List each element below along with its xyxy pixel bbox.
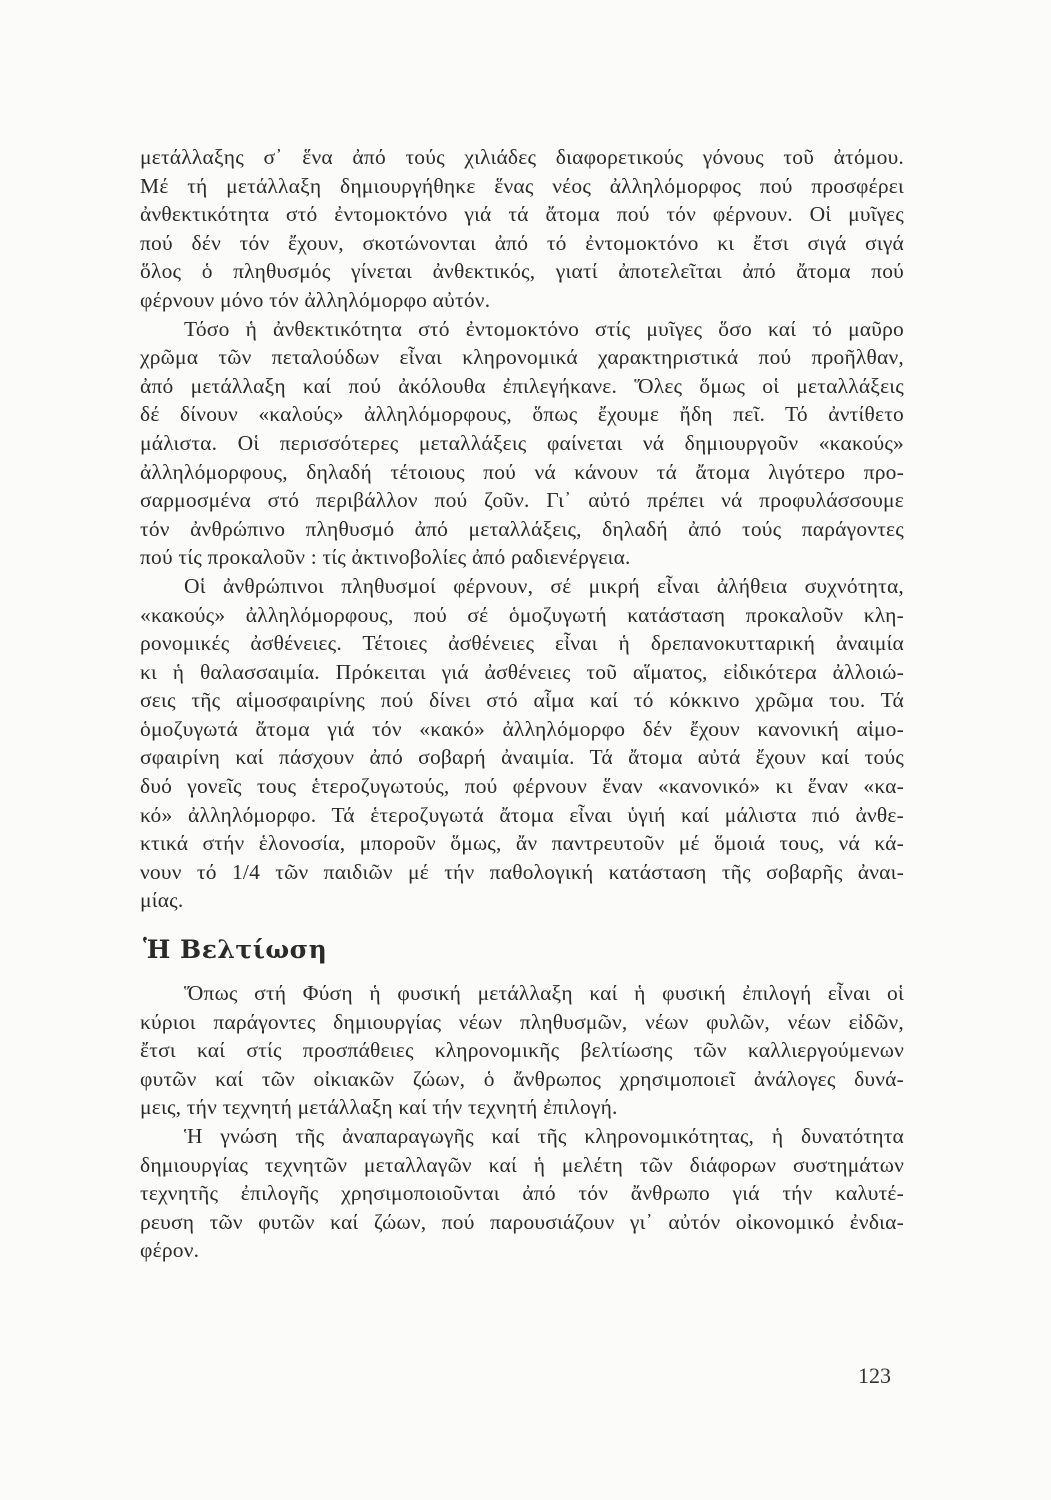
text-line: χρῶμα τῶν πεταλούδων εἶναι κληρονομικά χαρακτηριστικά πού προῆλθαν, [140,345,904,370]
text-line: «κακούς» ἀλληλόμορφους, πού σέ ὁμοζυγωτή κατάσταση προκαλοῦν κλη- [140,602,904,627]
text-line: πού τίς προκαλοῦν : τίς ἀκτινοβολίες ἀπό ραδιενέργεια. [140,545,631,570]
text-line: κτικά στήν ἑλονοσία, μποροῦν ὅμως, ἄν παντρευτοῦν μέ ὅμοιά τους, νά κά- [140,831,904,856]
text-line: μετάλλαξης σ᾽ ἕνα ἀπό τούς χιλιάδες διαφορετικούς γόνους τοῦ ἀτόμου. [140,145,904,169]
text-line: ὅλος ὁ πληθυσμός γίνεται ἀνθεκτικός, γιατί ἀποτελεῖται ἀπό ἄτομα πού [140,259,904,284]
text-line: Τόσο ἡ ἀνθεκτικότητα στό ἐντομοκτόνο στίς μυῖγες ὅσο καί τό μαῦρο [184,316,904,341]
text-line: ἀλληλόμορφους, δηλαδή τέτοιους πού νά κάνουν τά ἄτομα λιγότερο προ- [140,459,904,484]
text-line: κύριοι παράγοντες δημιουργίας νέων πληθυσμῶν, νέων φυλῶν, νέων εἰδῶν, [140,1009,904,1034]
text-line: Οἱ ἀνθρώπινοι πληθυσμοί φέρνουν, σέ μικρή εἶναι ἀλήθεια συχνότητα, [184,573,904,598]
text-line: τόν ἀνθρώπινο πληθυσμό ἀπό μεταλλάξεις, δηλαδή ἀπό τούς παράγοντες [140,516,904,541]
text-line: φέρνουν μόνο τόν ἀλληλόμορφο αὐτόν. [140,287,491,312]
paragraph [140,979,904,1122]
text-line: δέ δίνουν «καλούς» ἀλληλόμορφους, ὅπως ἔχουμε ἤδη πεῖ. Τό ἀντίθετο [140,402,904,427]
paragraph [140,572,904,915]
text-line: ἀνθεκτικότητα στό ἐντομοκτόνο γιά τά ἄτομα πού τόν φέρνουν. Οἱ μυῖγες [140,202,904,227]
text-line: σαρμοσμένα στό περιβάλλον πού ζοῦν. Γι᾽ αὐτό πρέπει νά προφυλάσσουμε [140,488,904,513]
text-line: σφαιρίνη καί πάσχουν ἀπό σοβαρή ἀναιμία. Τά ἄτομα αὐτά ἔχουν καί τούς [140,745,904,770]
text-line: δημιουργίας τεχνητῶν μεταλλαγῶν καί ἡ μελέτη τῶν διάφορων συστημάτων [140,1152,904,1177]
text-line: Μέ τή μετάλλαξη δημιουργήθηκε ἕνας νέος ἀλληλόμορφος πού προσφέρει [140,173,904,198]
text-line: φυτῶν καί τῶν οἰκιακῶν ζώων, ὁ ἄνθρωπος χρησιμοποιεῖ ἀνάλογες δυνά- [140,1066,904,1091]
text-line: ρευση τῶν φυτῶν καί ζώων, πού παρουσιάζουν γι᾽ αὐτόν οἰκονομικό ἐνδια- [140,1209,904,1234]
section-after-heading [140,979,904,1265]
text-line: κι ἡ θαλασσαιμία. Πρόκειται γιά ἀσθένειες τοῦ αἵματος, εἰδικότερα ἀλλοιώ- [140,659,904,684]
page-body [140,143,904,1265]
text-line: ὁμοζυγωτά ἄτομα γιά τόν «κακό» ἀλληλόμορφο δέν ἔχουν κανονική αἱμο- [140,716,904,741]
section-before-heading [140,143,904,915]
text-line: Ἡ γνώση τῆς ἀναπαραγωγῆς καί τῆς κληρονομικότητας, ἡ δυνατότητα [184,1124,904,1148]
text-line: τεχνητῆς ἐπιλογῆς χρησιμοποιοῦνται ἀπό τόν ἄνθρωπο γιά τήν καλυτέ- [140,1181,904,1206]
text-line: φέρον. [140,1238,200,1263]
text-line: κό» ἀλληλόμορφο. Τά ἑτεροζυγωτά ἄτομα εἶναι ὑγιή καί μάλιστα πιό ἀνθε- [140,802,904,827]
text-line: νουν τό 1/4 τῶν παιδιῶν μέ τήν παθολογική κατάσταση τῆς σοβαρῆς ἀναι- [140,859,904,884]
text-line: ἔτσι καί στίς προσπάθειες κληρονομικῆς βελτίωσης τῶν καλλιεργούμενων [140,1038,904,1063]
text-line: πού δέν τόν ἔχουν, σκοτώνονται ἀπό τό ἐντομοκτόνο κι ἔτσι σιγά σιγά [140,230,904,255]
paragraph [140,143,904,315]
text-line: Ὅπως στή Φύση ἡ φυσική μετάλλαξη καί ἡ φυσική ἐπιλογή εἶναι οἱ [184,981,904,1006]
text-line: δυό γονεῖς τους ἑτεροζυγωτούς, πού φέρνουν ἕναν «κανονικό» κι ἕναν «κα- [140,774,904,799]
text-line: ἀπό μετάλλαξη καί πού ἀκόλουθα ἐπιλεγήκανε. Ὅλες ὅμως οἱ μεταλλάξεις [140,373,904,398]
text-line: μεις, τήν τεχνητή μετάλλαξη καί τήν τεχνητή ἐπιλογή. [140,1095,618,1120]
text-line: ρονομικές ἀσθένειες. Τέτοιες ἀσθένειες εἶναι ἡ δρεπανοκυτταρική ἀναιμία [140,631,904,656]
text-line: σεις τῆς αἱμοσφαιρίνης πού δίνει στό αἷμα καί τό κόκκινο χρῶμα του. Τά [140,688,904,713]
section-heading: Ἡ Βελτίωση [143,935,328,965]
text-line: μίας. [140,888,184,913]
paragraph [140,1122,904,1265]
paragraph [140,315,904,572]
text-line: μάλιστα. Οἱ περισσότερες μεταλλάξεις φαίνεται νά δημιουργοῦν «κακούς» [140,430,904,455]
page-number: 123 [858,1363,891,1388]
